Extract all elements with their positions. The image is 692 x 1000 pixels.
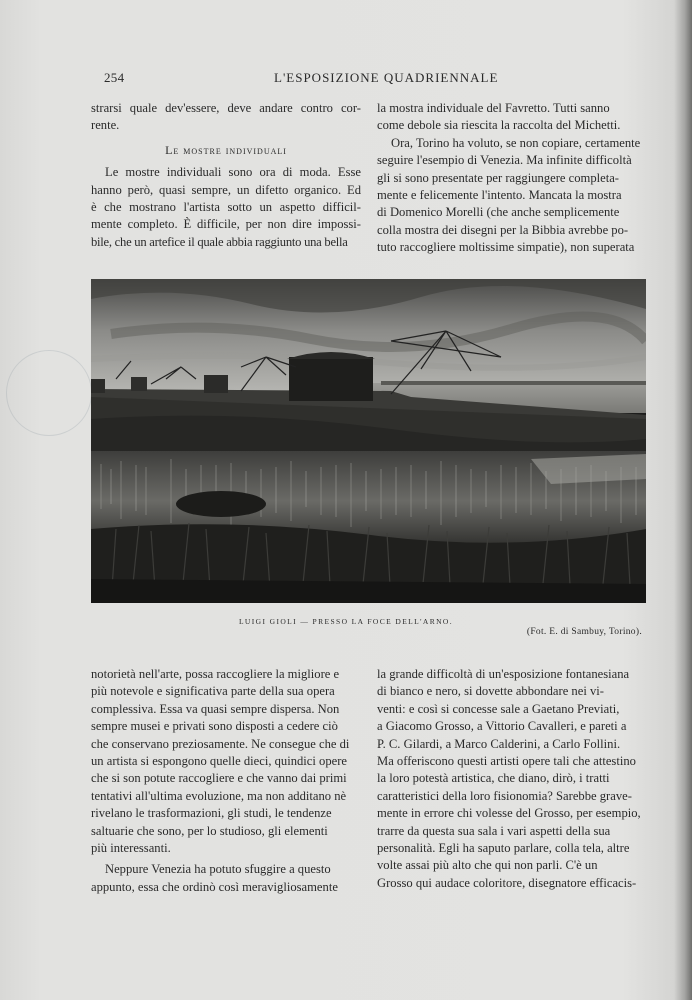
text-line: è che mostrano l'artista sotto un aspetto difficil-: [91, 200, 361, 215]
text-line: trarre da questa sua sala i vari aspetti della sua: [377, 823, 611, 838]
text-line: Ora, Torino ha voluto, se non copiare, certamente: [391, 135, 641, 150]
paragraph: [91, 861, 361, 896]
text-line: strarsi quale dev'essere, deve andare contro cor-: [91, 101, 361, 115]
text-line: sempre musei e privati sono disposti a cedere ciò: [91, 719, 338, 734]
paragraph: [377, 100, 647, 135]
text-line: gli si sono presentate per raggiungere completa-: [377, 170, 619, 185]
text-line: rente.: [91, 118, 120, 133]
text-line: un artista si espongono quelle dieci, quindici opere: [91, 754, 348, 769]
text-line: mente in errore chi volesse del Grosso, per esempio,: [377, 806, 641, 821]
text-line: venti: e così si concesse sale a Gaetano Previati,: [377, 701, 620, 716]
text-line: P. C. Gilardi, a Marco Calderini, a Carlo Follini.: [377, 736, 621, 751]
text-line: Le mostre individuali sono ora di moda. Esse: [105, 165, 361, 180]
text-line: appunto, essa che ordinò così meravigliosamente: [91, 879, 338, 894]
text-line: la grande difficoltà di un'esposizione fontanesiana: [377, 667, 630, 681]
text-line: tentativi all'ultima evoluzione, ma non additano nè: [91, 788, 347, 803]
page-number: 254: [104, 70, 125, 85]
photograph-river-mouth: [91, 279, 646, 603]
figure-caption: LUIGI GIOLI — PRESSO LA FOCE DELL'ARNO.: [238, 617, 454, 626]
text-line: la mostra individuale del Favretto. Tutti sanno: [377, 101, 610, 115]
library-stamp: [6, 350, 92, 436]
column-bottom-left: [91, 666, 361, 896]
text-line: la loro potestà artistica, che diano, dirò, i tratti: [377, 771, 610, 786]
text-line: come debole sia riescita la raccolta del Michetti.: [377, 118, 621, 133]
text-line: colla mostra dei disegni per la Bibbia avrebbe po-: [377, 222, 629, 237]
running-head: L'ESPOSIZIONE QUADRIENNALE: [274, 70, 499, 85]
text-line: seguire l'esempio di Venezia. Ma infinite difficoltà: [377, 153, 632, 168]
text-line: bile, che un artefice il quale abbia raggiunto una bella: [91, 234, 348, 249]
paragraph: [377, 135, 647, 257]
text-line: saltuarie che sono, per lo studioso, gli elementi: [91, 823, 328, 838]
text-line: Ma offeriscono questi artisti opere tali che attestino: [377, 754, 636, 769]
page-header: [104, 70, 650, 88]
paragraph: [91, 666, 361, 857]
column-top-left: [91, 100, 361, 251]
column-top-right: [377, 100, 647, 257]
text-line: complessiva. Essa va quasi sempre dispersa. Non: [91, 701, 340, 716]
text-line: mente e felicemente l'intento. Mancata la mostra: [377, 188, 622, 203]
text-line: hanno però, quasi sempre, un difetto organico. Ed: [91, 182, 361, 197]
paragraph: [377, 666, 647, 892]
text-line: tuto raccogliere moltissime simpatie), non superata: [377, 240, 635, 255]
text-line: a Giacomo Grosso, a Vittorio Cavalleri, e pareti a: [377, 719, 627, 734]
text-line: Grosso qui audace coloritore, disegnatore efficacis-: [377, 875, 637, 890]
text-line: più notevole e significativa parte della sua opera: [91, 684, 335, 699]
paragraph: [91, 164, 361, 251]
text-line: Neppure Venezia ha potuto sfuggire a questo: [105, 862, 331, 877]
text-line: mente completo. È difficile, per non dire impossi-: [91, 217, 361, 232]
column-bottom-right: [377, 666, 647, 892]
photo-credit: (Fot. E. di Sambuy, Torino).: [526, 627, 642, 637]
section-title: Le mostre individuali: [165, 142, 287, 157]
text-line: che conservano preziosamente. Ne consegue che di: [91, 736, 350, 751]
text-line: caratteristici della loro fisionomia? Sarebbe grave-: [377, 788, 632, 803]
text-line: di Domenico Morelli (che anche semplicemente: [377, 205, 620, 220]
text-line: di bianco e nero, si dovette abbondare nei vi-: [377, 684, 604, 699]
text-line: notorietà nell'arte, possa raccogliere la migliore e: [91, 667, 340, 681]
text-line: volte assai più alto che qui non parli. C'è un: [377, 858, 598, 873]
text-line: più interessanti.: [91, 841, 171, 856]
page-binding-shadow: [674, 0, 692, 1000]
photograph-image: [91, 279, 646, 603]
text-line: rivelano le trasformazioni, gli studi, le tendenze: [91, 806, 332, 821]
paragraph: [91, 100, 361, 135]
text-line: che si son potute raccogliere e che vanno dai primi: [91, 771, 347, 786]
text-line: personalità. Egli ha saputo parlare, colla tela, altre: [377, 841, 630, 856]
